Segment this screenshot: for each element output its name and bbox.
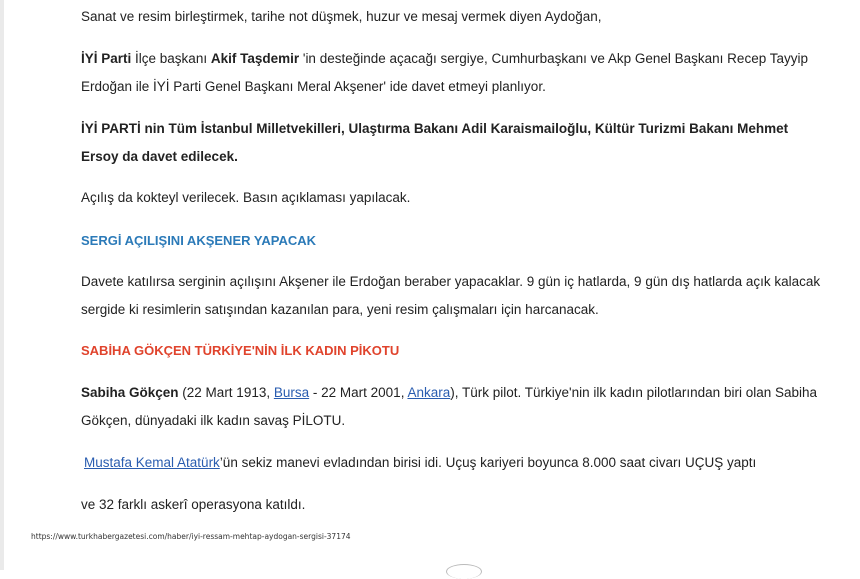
page-indicator-arc — [446, 564, 482, 579]
text-segment: İlçe başkanı — [131, 51, 211, 66]
person-name: Sabiha Gökçen — [81, 385, 179, 400]
paragraph-cocktail: Açılış da kokteyl verilecek. Basın açıklaması yapılacak. — [81, 190, 411, 205]
paragraph-guests: İYİ PARTİ nin Tüm İstanbul Milletvekilleri, Ulaştırma Bakanı Adil Karaismailoğlu, Kültür Turizmi Bakanı Mehmet Ersoy da davet edilecek. — [81, 121, 789, 164]
text-segment: (22 Mart 1913, — [178, 385, 274, 400]
paragraph-invitation — [81, 45, 841, 100]
paragraph-opening: Davete katılırsa serginin açılışını Akşener ile Erdoğan beraber yapacaklar. 9 gün iç hatlarda, 9 gün dış hatlarda açık kalacak sergide ki resimlerin satışından kazanılan para, yeni resim çalışmaları için harcanacak. — [81, 274, 821, 317]
link-bursa[interactable]: Bursa — [273, 385, 310, 400]
link-ataturk[interactable]: Mustafa Kemal Atatürk — [84, 455, 220, 470]
person-name: Akif Taşdemir — [210, 51, 300, 66]
paragraph-operations: ve 32 farklı askerî operasyona katıldı. — [81, 497, 306, 512]
text-segment: 'in desteğinde açacağı sergiye, Cumhurbaşkanı ve Akp Genel Başkanı Recep Tayyip Erdoğan ile İYİ Parti Genel Başkanı Meral Akşener' ide davet etmeyi planlıyor. — [81, 51, 808, 94]
page-edge — [0, 0, 4, 570]
text-segment: ), Türk pilot. Türkiye'nin ilk kadın pilotlarından biri olan Sabiha Gökçen, dünyadaki ilk kadın savaş PİLOTU. — [81, 385, 818, 428]
party-name: İYİ Parti — [81, 51, 132, 66]
paragraph-ataturk — [84, 449, 756, 477]
section-heading-sabiha: SABİHA GÖKÇEN TÜRKİYE'NİN İLK KADIN PİKOTU — [81, 343, 400, 358]
text-segment: - 22 Mart 2001, — [309, 385, 408, 400]
link-ankara[interactable]: Ankara — [407, 385, 451, 400]
section-heading-opening: SERGİ AÇILIŞINI AKŞENER YAPACAK — [81, 233, 317, 248]
paragraph-intro: Sanat ve resim birleştirmek, tarihe not düşmek, huzur ve mesaj vermek diyen Aydoğan, — [81, 9, 602, 24]
paragraph-sabiha — [81, 379, 841, 434]
text-segment: ’ün sekiz manevi evladından birisi idi. Uçuş kariyeri boyunca 8.000 saat civarı UÇUŞ yaptı — [219, 455, 757, 470]
footer-url: https://www.turkhabergazetesi.com/haber/iyi-ressam-mehtap-aydogan-sergisi-37174 — [31, 532, 351, 541]
